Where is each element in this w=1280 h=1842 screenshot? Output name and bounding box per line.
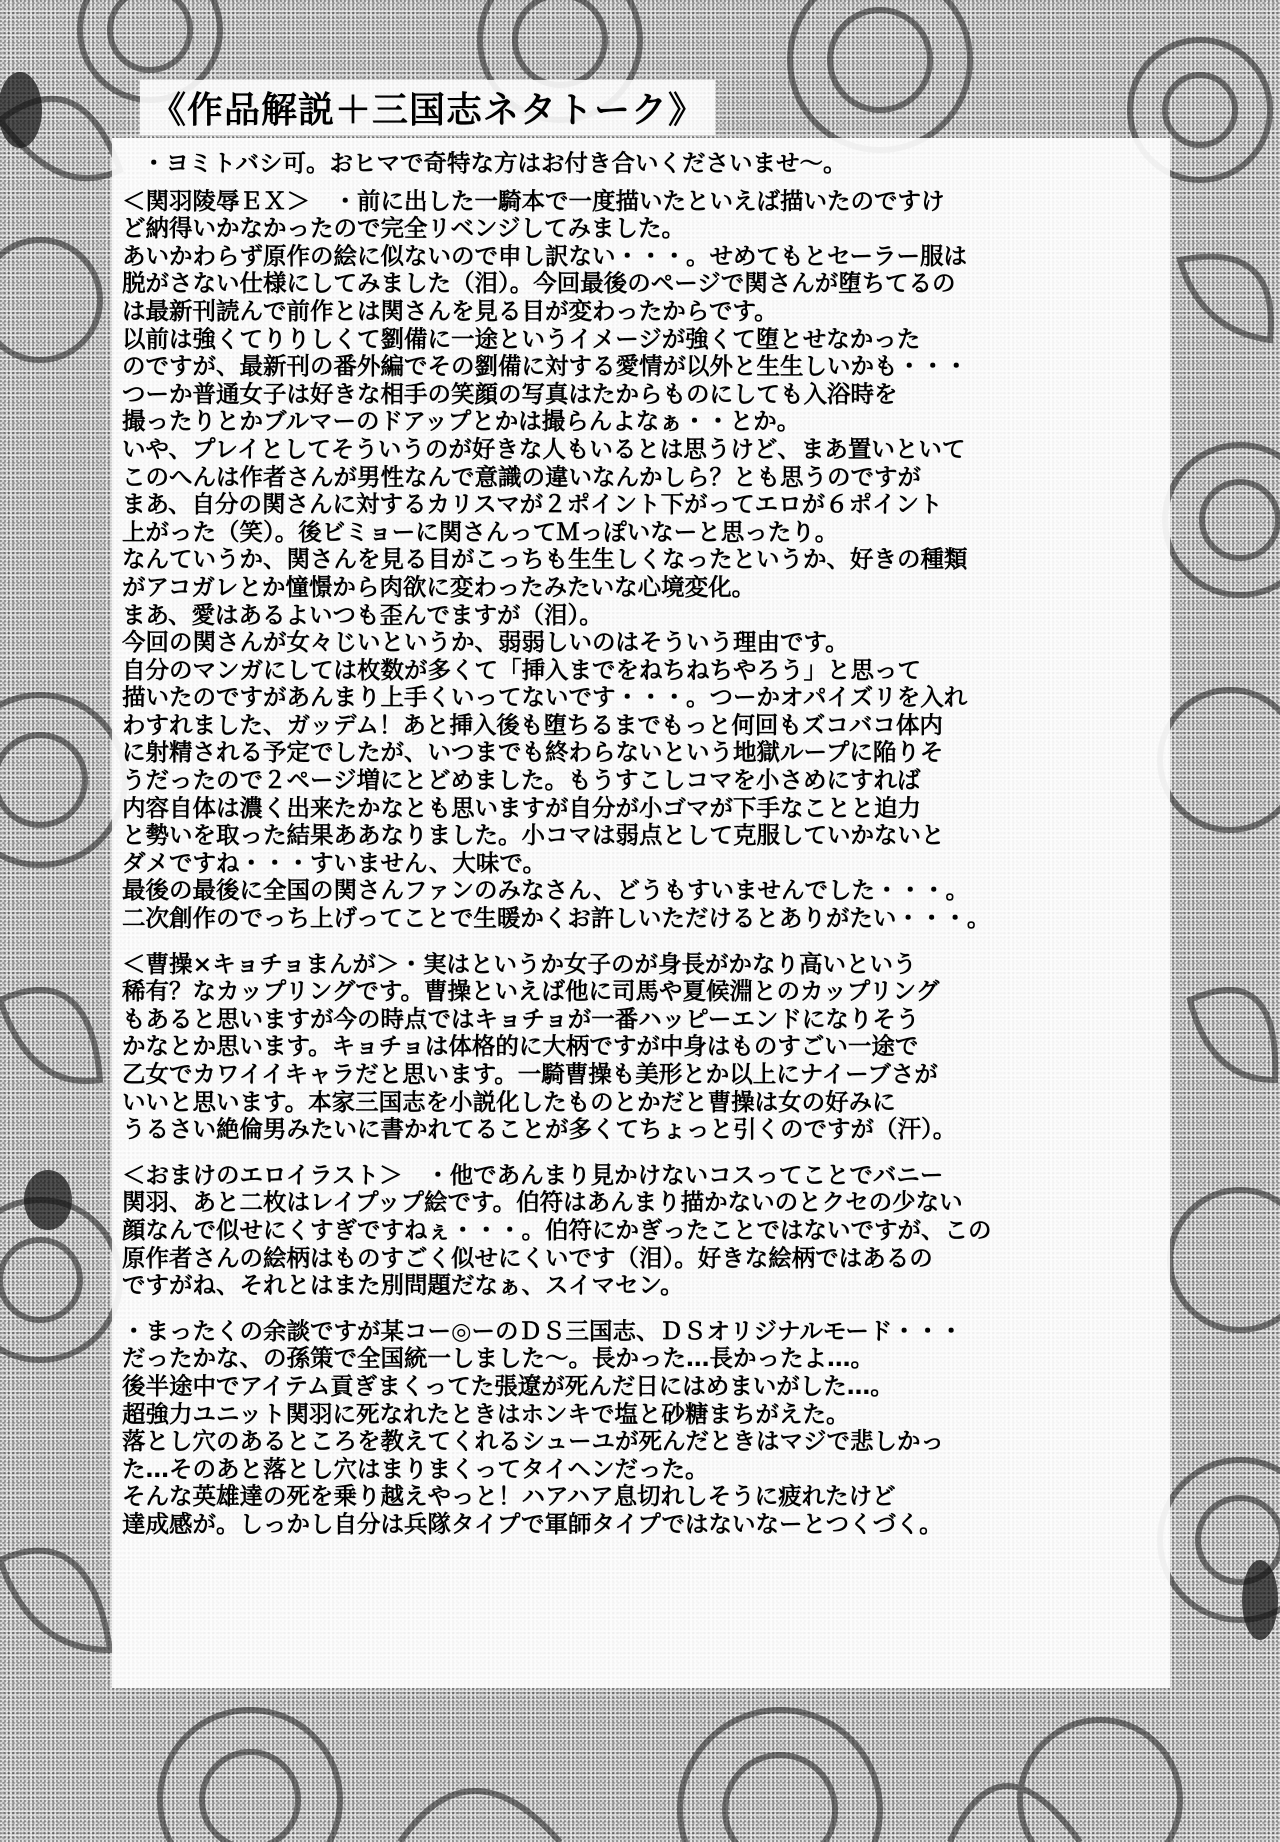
line-text: は最新刊読んで前作とは関さんを見る目が変わったからです。	[122, 296, 778, 325]
text-line	[122, 298, 1182, 326]
line-text: 乙女でカワイイキャラだと思います。一騎曹操も美形とか以上にナイーブさが	[122, 1060, 938, 1088]
text-line	[122, 491, 1182, 519]
line-text: 関羽、あと二枚はレイプップ絵です。伯符はあんまり描かないのとクセの少ない	[122, 1188, 963, 1217]
page-title: 《作品解説＋三国志ネタトーク》	[140, 80, 715, 135]
line-text: 顔なんで似せにくすぎですねぇ・・・。伯符にかぎったことではないですが、この	[122, 1215, 992, 1244]
line-text: 今回の関さんが女々じいというか、弱弱しいのはそういう理由です。	[122, 628, 849, 657]
text-line	[122, 905, 1182, 933]
line-text: もあると思いますが今の時点ではキョチョが一番ハッピーエンドになりそう	[122, 1004, 920, 1033]
line-text: わすれました、ガッデム！あと挿入後も堕ちるまでもっと何回もズコバコ体内	[122, 710, 943, 739]
line-text: 上がった（笑）。後ビミョーに関さんってＭっぽいなーと思ったり。	[122, 517, 839, 546]
line-text: つーか普通女子は好きな相手の笑顔の写真はたからものにしても入浴時を	[122, 379, 898, 408]
text-line	[122, 657, 1182, 685]
text-line	[122, 739, 1182, 767]
line-text: 脱がさない仕様にしてみました（泪）。今回最後のページで関さんが堕ちてるの	[122, 269, 956, 298]
line-text: ・まったくの余談ですが某コー◎ーのＤＳ三国志、ＤＳオリジナルモード・・・	[122, 1316, 963, 1345]
line-text: かなとか思います。キョチョは体格的に大柄ですが中身はものすごい一途で	[122, 1032, 919, 1061]
line-text: 自分のマンガにしては枚数が多くて「挿入までをねちねちやろう」と思って	[122, 655, 921, 684]
line-text: まあ、愛はあるよいつも歪んでますが（泪）。	[122, 600, 603, 629]
text-line	[122, 951, 1182, 979]
section-aside	[122, 1318, 1182, 1539]
section-omake	[122, 1162, 1182, 1300]
text-line	[122, 1511, 1182, 1539]
line-text: うるさい絶倫男みたいに書かれてることが多くてちょっと引くのですが（汗）。	[122, 1115, 957, 1144]
text-line	[122, 1006, 1182, 1034]
line-text: なんていうか、関さんを見る目がこっちも生生しくなったというか、好きの種類	[122, 545, 968, 574]
text-line	[122, 270, 1182, 298]
text-line	[122, 326, 1182, 354]
line-text: 描いたのですがあんまり上手くいってないです・・・。つーかオパイズリを入れ	[122, 683, 968, 712]
line-text: いや、プレイとしてそういうのが好きな人もいるとは思うけど、まあ置いといて	[122, 434, 966, 463]
text-line	[122, 353, 1182, 381]
text-line	[122, 1401, 1182, 1429]
text-line	[122, 1483, 1182, 1511]
text-line	[122, 1428, 1182, 1456]
line-text: 稀有？なカップリングです。曹操といえば他に司馬や夏候淵とのカップリング	[122, 977, 940, 1006]
text-line	[122, 1456, 1182, 1484]
line-text: このへんは作者さんが男性なんで意識の違いなんかしら？とも思うのですが	[122, 462, 921, 491]
text-line	[122, 215, 1182, 243]
line-text: ど納得いかなかったので完全リベンジしてみました。	[122, 214, 685, 243]
line-text: 二次創作のでっち上げってことで生暖かくお許しいただけるとありがたい・・・。	[122, 904, 991, 933]
line-text: いいと思います。本家三国志を小説化したものとかだと曹操は女の好みに	[122, 1087, 896, 1116]
text-line	[122, 243, 1182, 271]
text-line	[122, 381, 1182, 409]
text-line	[122, 795, 1182, 823]
text-line	[122, 1217, 1182, 1245]
text-line	[122, 602, 1182, 630]
line-text: あいかわらず原作の絵に似ないので申し訳ない・・・。せめてもとセーラー服は	[122, 241, 968, 270]
line-text: ・前に出した一騎本で一度描いたといえば描いたのですけ	[310, 186, 945, 215]
text-line	[122, 1272, 1182, 1300]
text-line	[122, 1089, 1182, 1117]
line-text: 最後の最後に全国の関さんファンのみなさん、どうもすいませんでした・・・。	[122, 876, 969, 905]
line-text: がアコガレとか憧憬から肉欲に変わったみたいな心境変化。	[122, 572, 756, 601]
line-text: ・実はというか女子のが身長がかなり高いという	[399, 949, 917, 978]
section-heading: ＜関羽陵辱ＥＸ＞	[122, 186, 310, 215]
text-line	[122, 1318, 1182, 1346]
text-line	[122, 436, 1182, 464]
text-line	[122, 684, 1182, 712]
line-text: ですがね、それとはまた別問題だなぁ、スイマセン。	[122, 1271, 684, 1300]
line-text: 落とし穴のあるところを教えてくれるシューユが死んだときはマジで悲しかっ	[122, 1427, 945, 1456]
text-line	[122, 978, 1182, 1006]
line-text: 超強力ユニット関羽に死なれたときはホンキで塩と砂糖まちがえた。	[122, 1399, 850, 1428]
section-kanu	[122, 188, 1182, 933]
text-line	[122, 188, 1182, 216]
text-line	[122, 408, 1182, 436]
section-heading: ＜曹操×キョチョまんが＞	[122, 949, 400, 978]
text-line	[122, 1345, 1182, 1373]
text-line	[122, 1162, 1182, 1190]
intro-line: ・ヨミトバシ可。おヒマで奇特な方はお付き合いくださいませ〜。	[142, 149, 847, 177]
line-text: まあ、自分の関さんに対するカリスマが２ポイント下がってエロが６ポイント	[122, 490, 943, 519]
afterword-content	[122, 150, 1182, 1539]
text-line	[122, 1116, 1182, 1144]
line-text: 内容自体は濃く出来たかなとも思いますが自分が小ゴマが下手なことと迫力	[122, 793, 921, 822]
line-text: た…そのあと落とし穴はまりまくってタイヘンだった。	[122, 1454, 709, 1483]
line-text: のですが、最新刊の番外編でその劉備に対する愛情が以外と生生しいかも・・・	[122, 352, 968, 381]
line-text: と勢いを取った結果ああなりました。小コマは弱点として克服していかないと	[122, 821, 945, 850]
text-line	[122, 546, 1182, 574]
text-line	[122, 850, 1182, 878]
line-text: ダメですね・・・すいません、大味で。	[122, 848, 546, 877]
line-text: に射精される予定でしたが、いつまでも終わらないという地獄ループに陥りそ	[122, 738, 944, 767]
text-line	[122, 1061, 1182, 1089]
text-line	[122, 767, 1182, 795]
section-sousou	[122, 951, 1182, 1144]
text-line	[122, 822, 1182, 850]
text-line	[122, 629, 1182, 657]
line-text: 原作者さんの絵柄はものすごく似せにくいです（泪）。好きな絵柄ではあるの	[122, 1243, 933, 1272]
text-line	[122, 1189, 1182, 1217]
line-text: ・他であんまり見かけないコスってことでバニー	[402, 1160, 944, 1189]
text-line	[122, 877, 1182, 905]
text-line	[122, 464, 1182, 492]
text-line	[122, 574, 1182, 602]
line-text: そんな英雄達の死を乗り越えやっと！ハアハア息切れしそうに疲れたけど	[122, 1482, 896, 1511]
line-text: 達成感が。しっかし自分は兵隊タイプで軍師タイプではないなーとつくづく。	[122, 1509, 943, 1538]
line-text: 撮ったりとかブルマーのドアップとかは撮らんよなぁ・・とか。	[122, 407, 801, 436]
text-line	[122, 519, 1182, 547]
line-text: 後半途中でアイテム貢ぎまくってた張遼が死んだ日にはめまいがした…。	[122, 1371, 894, 1400]
text-line	[122, 1033, 1182, 1061]
line-text: だったかな、の孫策で全国統一しました〜。長かった…長かったよ…。	[122, 1344, 874, 1373]
text-line	[122, 1373, 1182, 1401]
text-line	[122, 1245, 1182, 1273]
line-text: うだったので２ページ増にとどめました。もうすこしコマを小さめにすれば	[122, 766, 921, 795]
text-line	[122, 712, 1182, 740]
line-text: 以前は強くてりりしくて劉備に一途というイメージが強くて堕とせなかった	[122, 324, 921, 353]
section-heading: ＜おまけのエロイラスト＞	[122, 1160, 403, 1189]
